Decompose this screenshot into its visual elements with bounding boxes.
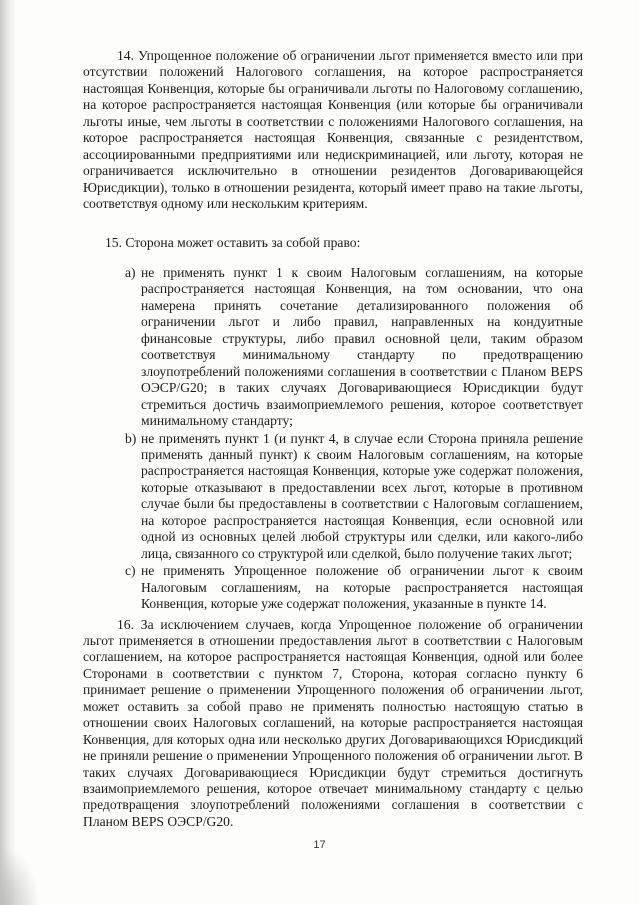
list-item-c [125, 563, 583, 612]
list-item-b [125, 431, 583, 563]
paragraph-14: 14. Упрощенное положение об ограничении льгот применяется вместо или при отсутствии положений Налогового соглашения, на которое распространяется настоящая Конвенция, которые бы ограничивали льготы по Налоговому соглашению, на которое распространяется настоящая Конвенция (или которые бы ограничивали льготы иные, чем льготы в соответствии с положениями Налогового соглашения, на которое распространяется настоящая Конвенция, связанные с резидентством, ассоциированными предприятиями или недискриминацией, или льготу, которая не ограничивается исключительно в отношении резидентов Договаривающейся Юрисдикции), только в отношении резидента, который имеет право на такие льготы, соответствуя одному или нескольким критериям. [83, 48, 583, 212]
list-item-text: не применять Упрощенное положение об ограничении льгот к своим Налоговым соглашениям, на которые распространяется настоящая Конвенция, которые уже содержат положения, указанные в пункте 14. [141, 563, 583, 612]
scan-edge-shadow [0, 0, 16, 905]
paragraph-16: 16. За исключением случаев, когда Упрощенное положение об ограничении льгот применяется в отношении предоставления льгот в соответствии с Налоговым соглашением, на которое распространяется настоящая Конвенция, одной или более Сторонами в соответствии с пунктом 7, Сторона, которая согласно пункту 6 принимает решение о применении Упрощенного положения об ограничении льгот, может оставить за собой право не применять полностью настоящую статью в отношении своих Налоговых соглашений, на которые распространяется настоящая Конвенция, для которых одна или несколько других Договаривающихся Юрисдикций не приняли решение о применении Упрощенного положения об ограничении льгот. В таких случаях Договаривающиеся Юрисдикции будут стремиться достигнуть взаимоприемлемого решения, которое отвечает минимальному стандарту с целью предотвращения злоупотреблений положениями соглашения в соответствии с Планом BEPS ОЭСР/G20. [83, 616, 583, 829]
document-body [83, 48, 583, 830]
list-item-a [125, 265, 583, 430]
page-number: 17 [313, 839, 326, 851]
paragraph-15-intro: 15. Сторона может оставить за собой право: [105, 234, 361, 250]
list-item-text: не применять пункт 1 к своим Налоговым соглашениям, на которые распространяется настоящая Конвенция, на том основании, что она намерена принять сочетание детализированного положения об ограничении льгот и либо правил, направленных на кондуитные финансовые структуры, либо правил основной цели, таким образом соответствуя минимальному стандарту по предотвращению злоупотреблений положениями соглашения в соответствии с Планом BEPS ОЭСР/G20; в таких случаях Договаривающиеся Юрисдикции будут стремиться достичь взаимоприемлемого решения, которое соответствует минимальному стандарту; [141, 264, 583, 429]
scan-corner-shadow [0, 845, 40, 905]
list-item-text: не применять пункт 1 (и пункт 4, в случае если Сторона приняла решение применять данный пункт) к своим Налоговым соглашениям, на которые распространяется настоящая Конвенция, которые уже содержат положения, которые отказывают в предоставлении всех льгот, которые в противном случае были бы предоставлены в соответствии с Налоговым соглашением, на которое распространяется настоящая Конвенция, если основной или одной из основных целей любой структуры или сделки, или какого-либо лица, связанного со структурой или сделкой, было получение таких льгот; [141, 430, 583, 561]
list-marker: b) [125, 430, 137, 446]
paragraph-15-list [125, 265, 583, 613]
list-marker: a) [125, 264, 136, 280]
list-marker: c) [125, 563, 136, 579]
